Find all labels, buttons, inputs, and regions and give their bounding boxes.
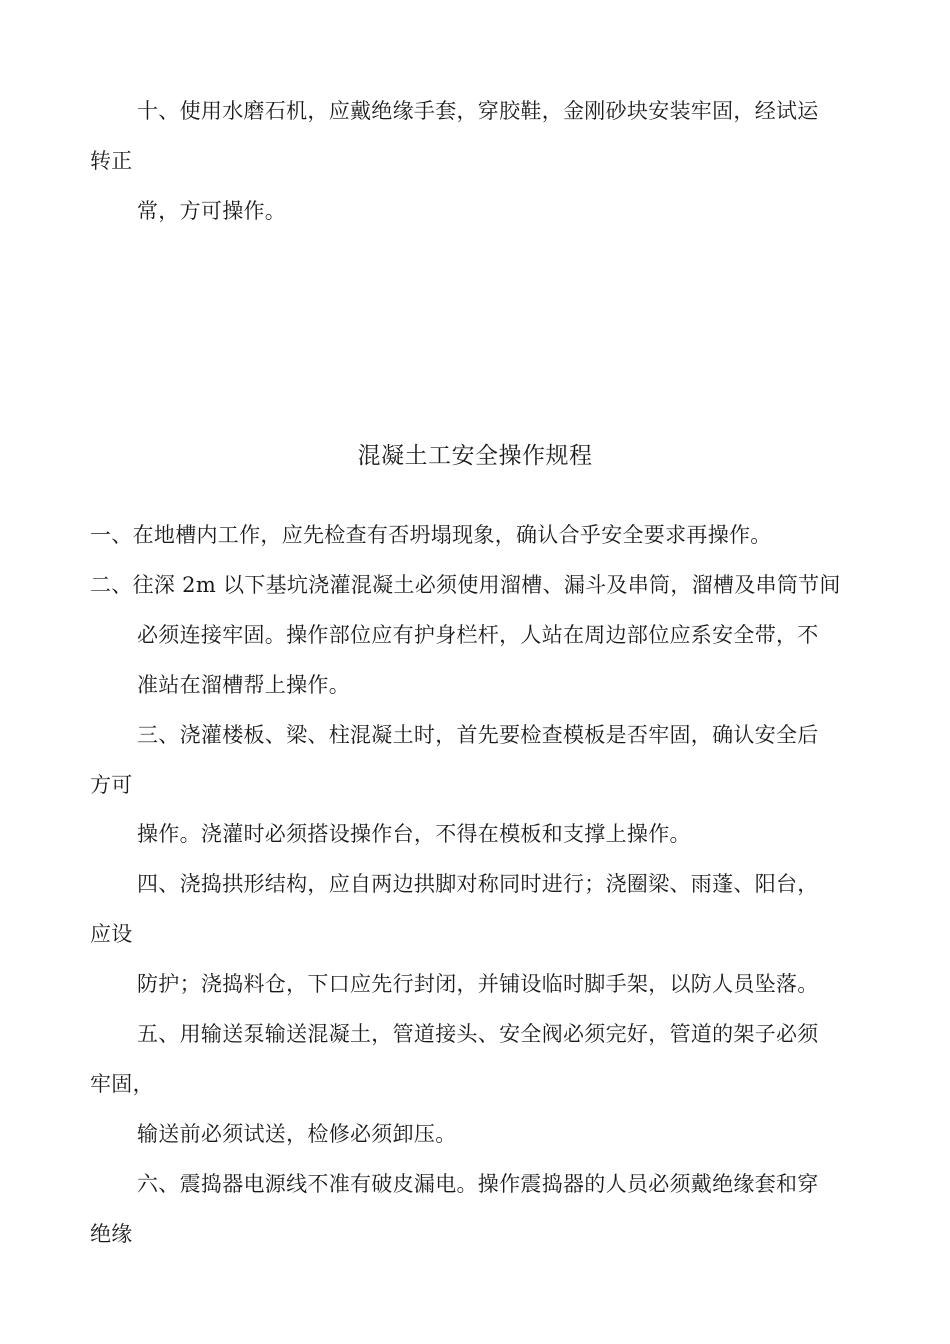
item-10-line-1: 十、使用水磨石机，应戴绝缘手套，穿胶鞋，金刚砂块安装牢固，经试运 [137,99,819,123]
item-6-line-1: 六、震捣器电源线不准有破皮漏电。操作震捣器的人员必须戴绝缘套和穿 [137,1172,819,1196]
item-3-line-3: 操作。浇灌时必须搭设操作台，不得在模板和支撑上操作。 [137,822,691,846]
item-4-line-2: 应设 [90,922,133,946]
item-2-line-2: 必须连接牢固。操作部位应有护身栏杆，人站在周边部位应系安全带，不 [137,623,819,647]
item-2-line-3: 准站在溜槽帮上操作。 [137,673,350,697]
item-4-line-1: 四、浇捣拱形结构，应自两边拱脚对称同时进行；浇圈梁、雨蓬、阳台， [137,872,819,896]
item-3-line-2: 方可 [90,773,133,797]
item-5-line-1: 五、用输送泵输送混凝土，管道接头、安全阀必须完好，管道的架子必须 [137,1022,819,1046]
item-6-line-2: 绝缘 [90,1222,133,1246]
item-1-line-1: 一、在地槽内工作，应先检查有否坍塌现象，确认合乎安全要求再操作。 [90,523,772,547]
item-3-line-1: 三、浇灌楼板、梁、柱混凝土时，首先要检查模板是否牢固，确认安全后 [137,723,819,747]
item-4-line-3: 防护；浇捣料仓，下口应先行封闭，并铺设临时脚手架，以防人员坠落。 [137,972,819,996]
section-title: 混凝土工安全操作规程 [357,443,593,469]
item-10-line-3: 常，方可操作。 [137,199,287,223]
item-10-line-2: 转正 [90,149,133,173]
item-5-line-2: 牢固， [90,1072,154,1096]
item-5-line-3: 输送前必须试送，检修必须卸压。 [137,1122,457,1146]
item-2-line-1: 二、往深 2m 以下基坑浇灌混凝土必须使用溜槽、漏斗及串筒，溜槽及串筒节间 [90,573,841,597]
